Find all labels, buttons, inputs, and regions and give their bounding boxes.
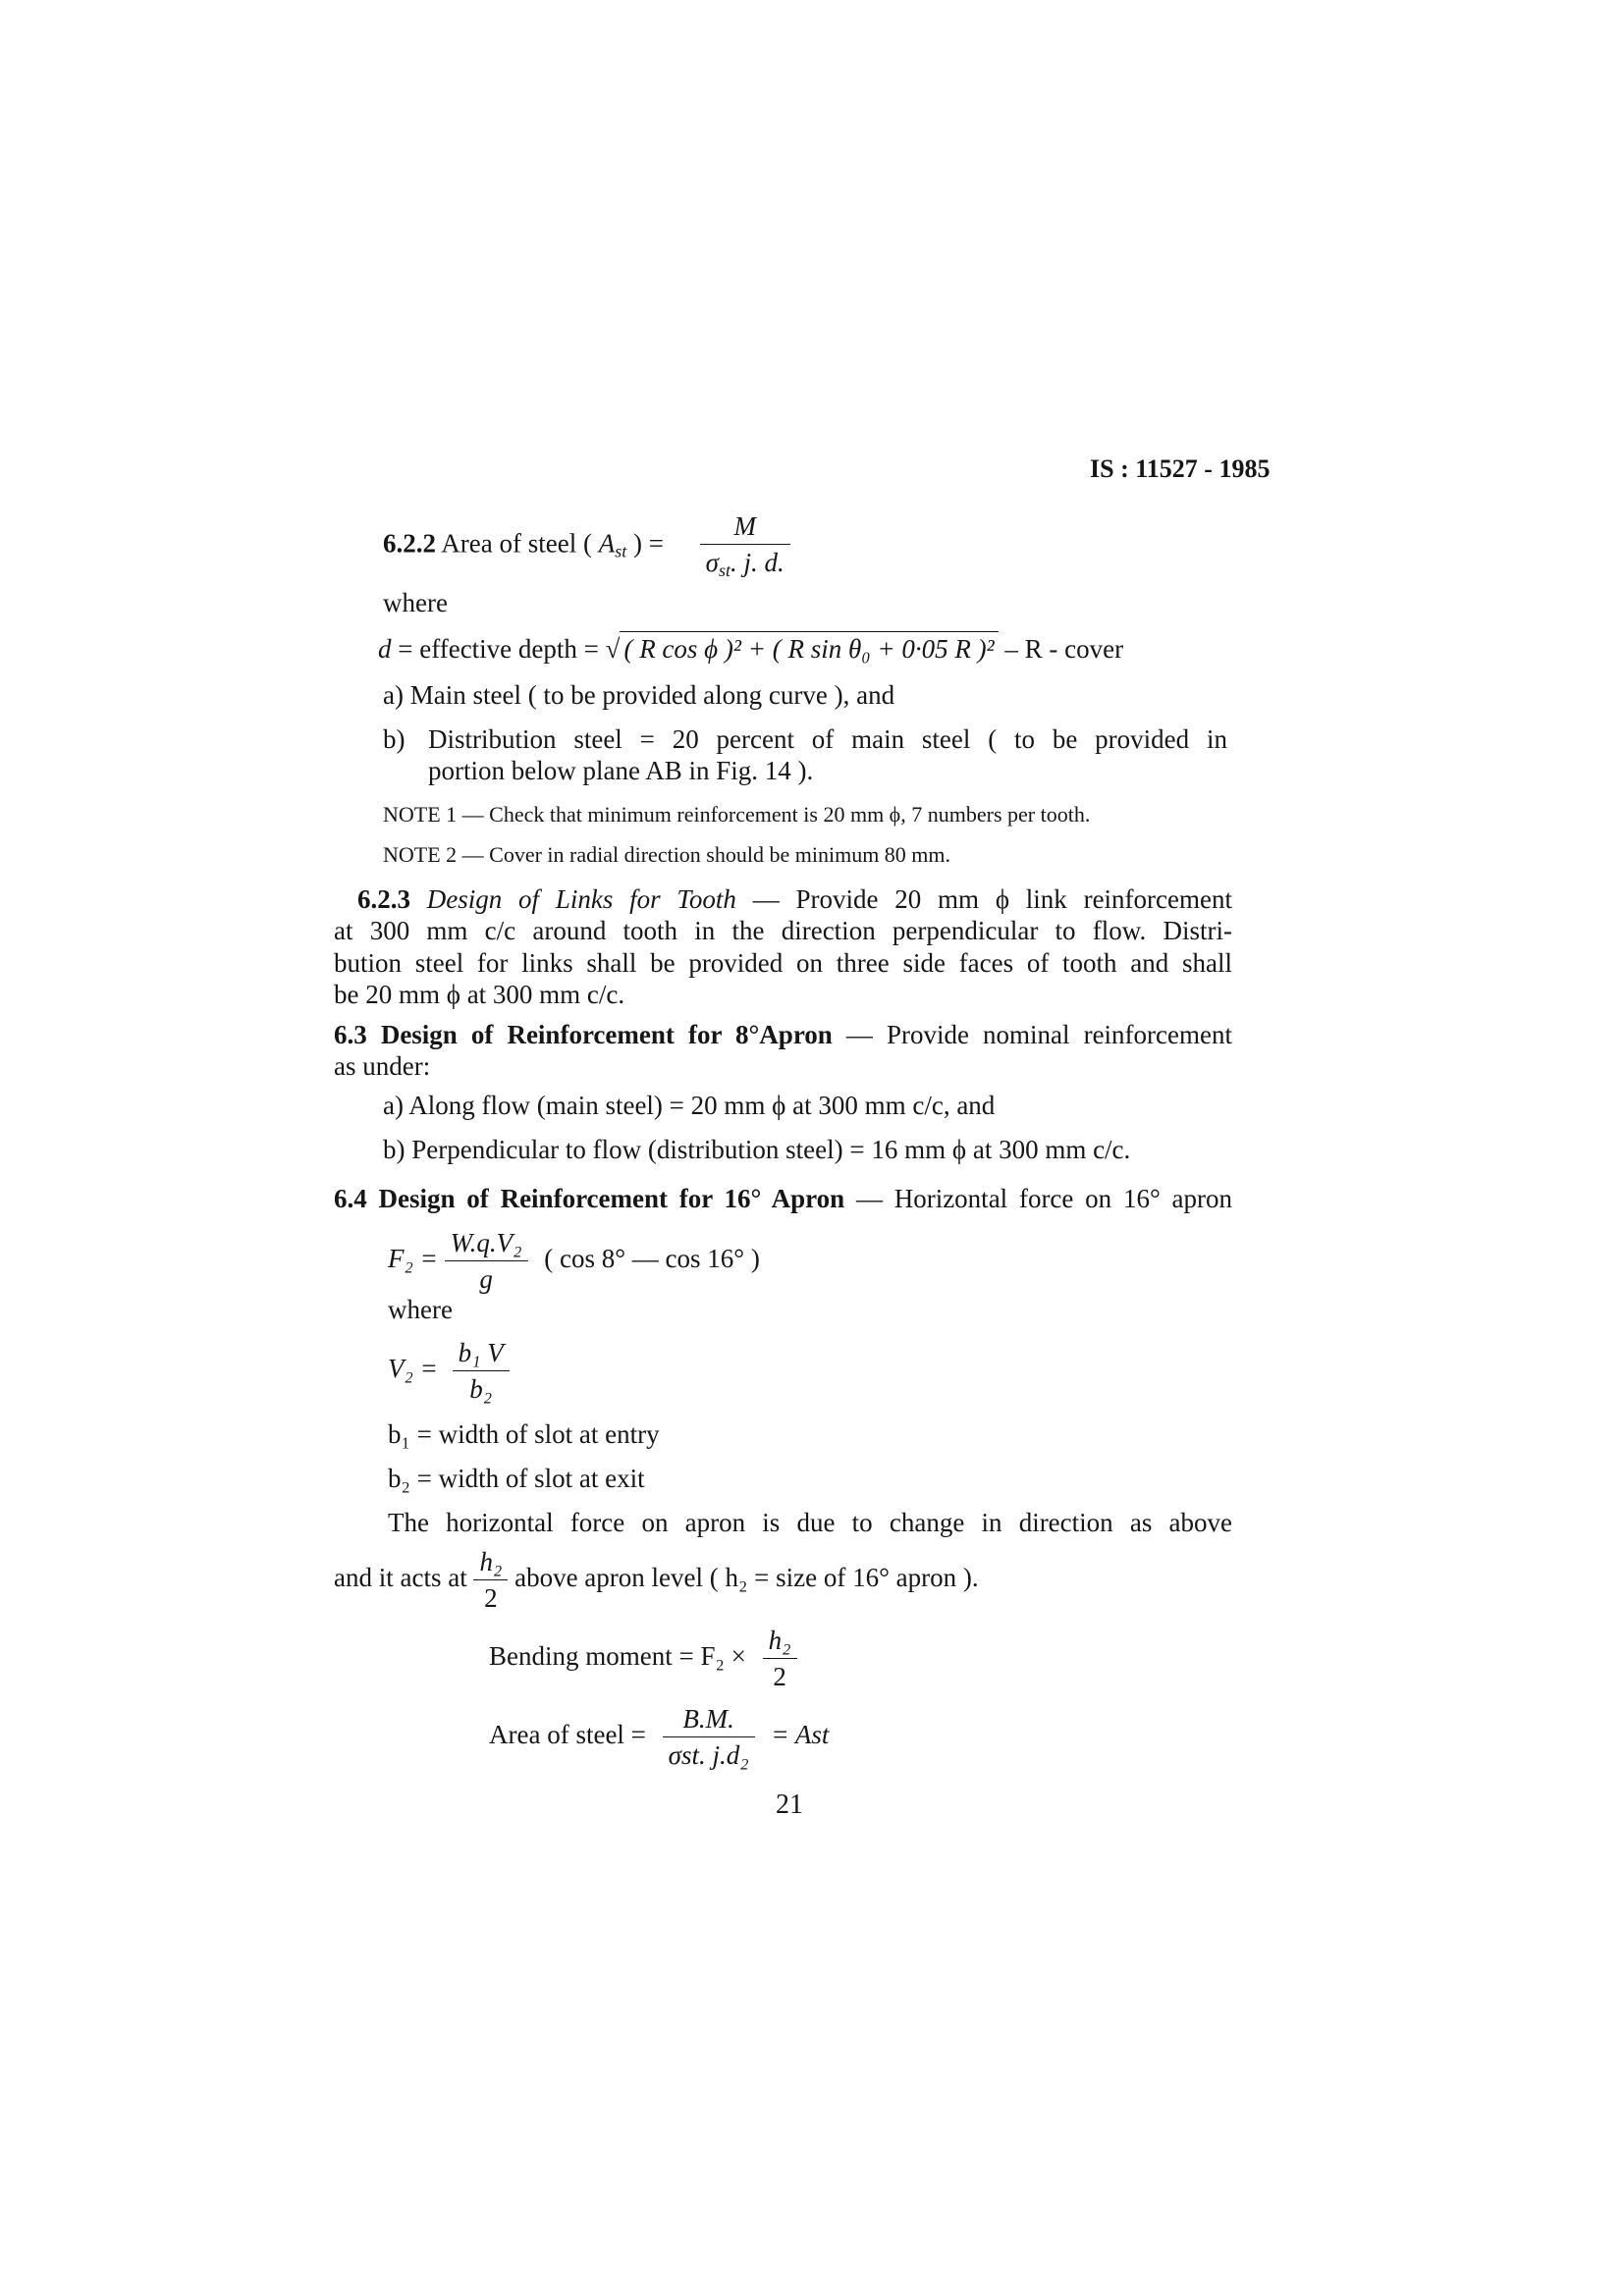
section-6-2-3 bbox=[334, 883, 1232, 1011]
d-symbol: d bbox=[378, 634, 392, 664]
effective-depth-formula bbox=[378, 633, 1123, 665]
b2-definition: b₂ = width of slot at exit bbox=[388, 1464, 645, 1493]
section-6-2-2-formula bbox=[383, 510, 790, 582]
fraction: $\frac{\text{h₂}}{2}$ bbox=[763, 1625, 797, 1693]
section-number: 6.2.2 bbox=[383, 528, 436, 559]
list-item-along-flow: a) Along flow (main steel) = 20 mm ϕ at 300 mm c/c, and bbox=[383, 1091, 996, 1120]
section-heading: 6.3 Design of Reinforcement for 8°Apron — Provide nominal reinforcement bbox=[334, 1020, 1232, 1049]
where-label: where bbox=[388, 1295, 453, 1324]
fraction: $\frac{\text{h₂}}{2}$ bbox=[473, 1546, 508, 1615]
list-item-main-steel: a) Main steel ( to be provided along curve ), and bbox=[383, 680, 895, 710]
fraction bbox=[700, 510, 790, 582]
page-number: 21 bbox=[776, 1789, 803, 1820]
symbol: A bbox=[598, 528, 616, 559]
note-1: NOTE 1 — Check that minimum reinforcement is 20 mm ϕ, 7 numbers per tooth. bbox=[383, 802, 1091, 827]
fraction: $\frac{\text{b₁ V}}{\text{b₂}}$ bbox=[453, 1337, 510, 1406]
section-6-3 bbox=[334, 1019, 1232, 1083]
where-label: where bbox=[383, 588, 448, 617]
list-item-distribution-steel bbox=[383, 723, 1227, 787]
v2-formula: V₂ = $\frac{\text{b₁ V}}{\text{b₂}}$ bbox=[388, 1337, 510, 1406]
item-line: portion below plane AB in Fig. 14 ). bbox=[428, 756, 814, 786]
numerator: M bbox=[700, 510, 790, 545]
formula-text: Area of steel ( bbox=[441, 528, 592, 559]
paragraph-line: at 300 mm c/c around tooth in the direction perpendicular to flow. Distri- bbox=[334, 916, 1232, 946]
force-location-line: and it acts at $\frac{\text{h₂}}{2}$ above apron level ( h₂ = size of 16° apron ). bbox=[334, 1547, 979, 1614]
paragraph-line: as under: bbox=[334, 1051, 431, 1082]
list-item-perpendicular: b) Perpendicular to flow (distribution steel) = 16 mm ϕ at 300 mm c/c. bbox=[383, 1135, 1131, 1164]
paragraph-line: 6.2.3 Design of Links for Tooth — Provide 20 mm ϕ link reinforcement bbox=[357, 884, 1232, 914]
paragraph-line: The horizontal force on apron is due to change in direction as above bbox=[388, 1508, 1232, 1537]
symbol-subscript: st bbox=[615, 541, 627, 561]
item-label: b) bbox=[383, 724, 406, 754]
radicand: ( R cos ϕ )² + ( R sin θ₀ + 0·05 R )² bbox=[620, 631, 998, 664]
standard-number: IS : 11527 - 1985 bbox=[1090, 454, 1271, 483]
section-6-4-heading bbox=[334, 1183, 1232, 1214]
b1-definition: b₁ = width of slot at entry bbox=[388, 1419, 660, 1449]
fraction: $\frac{\text{W.q.V₂}}{g}$ bbox=[445, 1227, 528, 1296]
area-of-steel-formula: Area of steel = $\frac{B.M.}{\text{σst. j.d₂}}$ = Ast bbox=[489, 1704, 830, 1771]
paragraph-line: bution steel for links shall be provided on three side faces of tooth and shall bbox=[334, 947, 1232, 978]
section-heading: 6.4 Design of Reinforcement for 16° Apron — Horizontal force on 16° apron bbox=[334, 1184, 1232, 1213]
paragraph-line: be 20 mm ϕ at 300 mm c/c. bbox=[334, 980, 625, 1010]
note-2: NOTE 2 — Cover in radial direction should be minimum 80 mm. bbox=[383, 842, 951, 867]
formula-close: ) = bbox=[632, 528, 664, 559]
fraction: $\frac{B.M.}{\text{σst. j.d₂}}$ bbox=[663, 1703, 755, 1772]
denominator: $\sigma_{st}$. j. d. bbox=[705, 548, 784, 581]
item-line: Distribution steel = 20 percent of main steel ( to be provided in bbox=[428, 724, 1227, 754]
horizontal-force-formula: F₂ = $\frac{\text{W.q.V₂}}{g}$ ( cos 8° — cos 16° ) bbox=[388, 1228, 760, 1295]
d-definition: = effective depth = √ bbox=[398, 634, 621, 664]
bending-moment-formula: Bending moment = F₂ × $\frac{\text{h₂}}{2}$ bbox=[489, 1625, 797, 1693]
d-tail: – R - cover bbox=[1004, 634, 1124, 664]
